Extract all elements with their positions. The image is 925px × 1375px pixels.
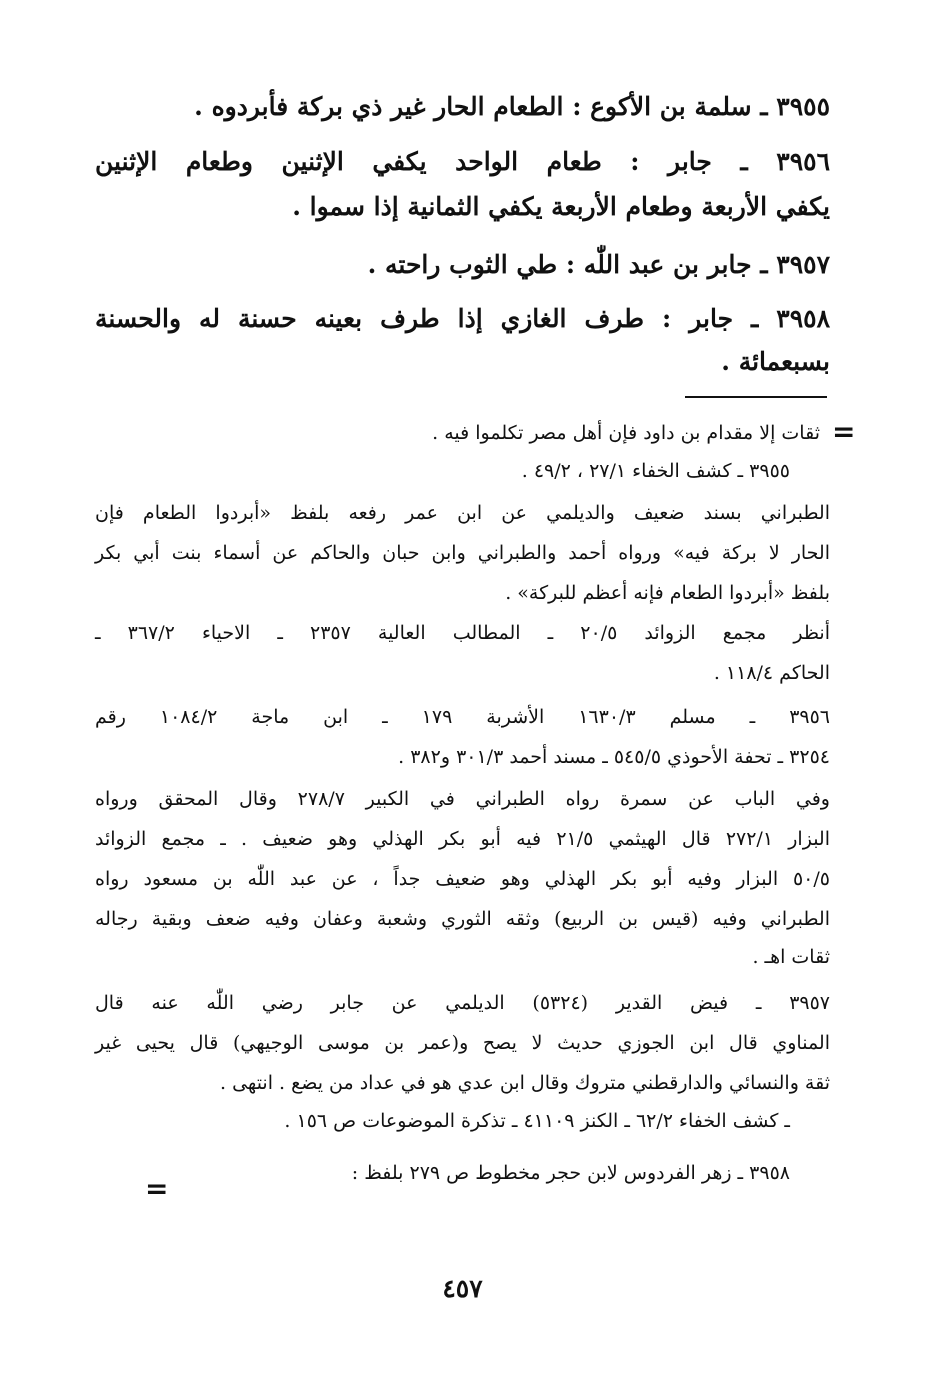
page-number: ٤٥٧ xyxy=(442,1274,483,1303)
hadith-3958-line1: ٣٩٥٨ ـ جابر : طرف الغازي إذا طرف بعينه حسنة له والحسنة xyxy=(95,304,830,333)
footnote-3956: ٣٩٥٦ ـ مسلم ١٦٣٠/٣ الأشربة ١٧٩ ـ ابن ماجة ١٠٨٤/٢ رقم xyxy=(95,706,831,728)
continuation-marker: = xyxy=(832,415,856,448)
hadith-3956-line2: يكفي الأربعة وطعام الأربعة يكفي الثمانية إذا سموا . xyxy=(292,192,830,221)
hadith-3957: ٣٩٥٧ ـ جابر بن عبد اللّٰه : طي الثوب راحته . xyxy=(367,250,830,279)
hadith-3955: ٣٩٥٥ ـ سلمة بن الأكوع : الطعام الحار غير ذي بركة فأبردوه . xyxy=(194,92,830,121)
footnote-line: الطبراني بسند ضعيف والديلمي عن ابن عمر رفعه بلفظ «أبردوا الطعام فإن xyxy=(95,502,830,524)
footnote-line: ٣٢٥٤ ـ تحفة الأحوذي ٥٤٥/٥ ـ مسند أحمد ٣٠١/٣ و٣٨٢ . xyxy=(398,746,830,768)
footnote-line: البزار ٢٧٢/١ قال الهيثمي ٢١/٥ فيه أبو بكر الهذلي وهو ضعيف . ـ مجمع الزوائد xyxy=(95,828,830,850)
footnote-line: الحار لا بركة فيه» ورواه أحمد والطبراني وابن حبان والحاكم عن أسماء بنت أبي بكر xyxy=(95,542,830,564)
footnote-line: الطبراني وفيه (قيس بن الربيع) وثقه الثوري وشعبة وعفان وفيه ضعف وبقية رجاله xyxy=(95,908,830,930)
footnote-line: بلفظ «أبردوا الطعام فإنه أعظم للبركة» . xyxy=(505,582,830,604)
hadith-3956-line1: ٣٩٥٦ ـ جابر : طعام الواحد يكفي الإثنين وطعام الإثنين xyxy=(95,147,830,176)
footnote-line: الحاكم ١١٨/٤ . xyxy=(713,662,830,684)
footnote-line: ثقة والنسائي والدارقطني متروك وقال ابن عدي هو في عداد من يضع . انتهى . xyxy=(220,1072,830,1094)
footnote-divider xyxy=(685,396,827,398)
footnote-line: ـ كشف الخفاء ٦٢/٢ ـ الكنز ٤١١٠٩ ـ تذكرة الموضوعات ص ١٥٦ . xyxy=(284,1110,790,1132)
footnote-line: ثقات اهـ . xyxy=(752,946,830,968)
footnote-3958: ٣٩٥٨ ـ زهر الفردوس لابن حجر مخطوط ص ٢٧٩ بلفظ : xyxy=(351,1162,790,1184)
footnote-line: وفي الباب عن سمرة رواه الطبراني في الكبير ٢٧٨/٧ وقال المحقق ورواه xyxy=(95,788,830,810)
footnote-line: أنظر مجمع الزوائد ٢٠/٥ ـ المطالب العالية ٢٣٥٧ ـ الاحياء ٣٦٧/٢ ـ xyxy=(95,622,830,644)
hadith-3958-line2: بسبعمائة . xyxy=(721,347,830,376)
footnote-3955: ٣٩٥٥ ـ كشف الخفاء ٢٧/١ ، ٤٩/٢ . xyxy=(521,460,790,482)
footnote-line: ٥٠/٥ البزار وفيه أبو بكر الهذلي وهو ضعيف جداً ، عن عبد اللّٰه بن مسعود رواه xyxy=(95,868,830,890)
footnote-line: المناوي قال ابن الجوزي حديث لا يصح و(عمر بن موسى الوجيهي) قال يحيى غير xyxy=(95,1032,830,1054)
continuation-marker: = xyxy=(145,1172,169,1205)
footnote-3957: ٣٩٥٧ ـ فيض القدير (٥٣٢٤) الديلمي عن جابر رضي اللّٰه عنه قال xyxy=(95,992,831,1014)
footnote-line: ثقات إلا مقدام بن داود فإن أهل مصر تكلموا فيه . xyxy=(432,422,820,444)
